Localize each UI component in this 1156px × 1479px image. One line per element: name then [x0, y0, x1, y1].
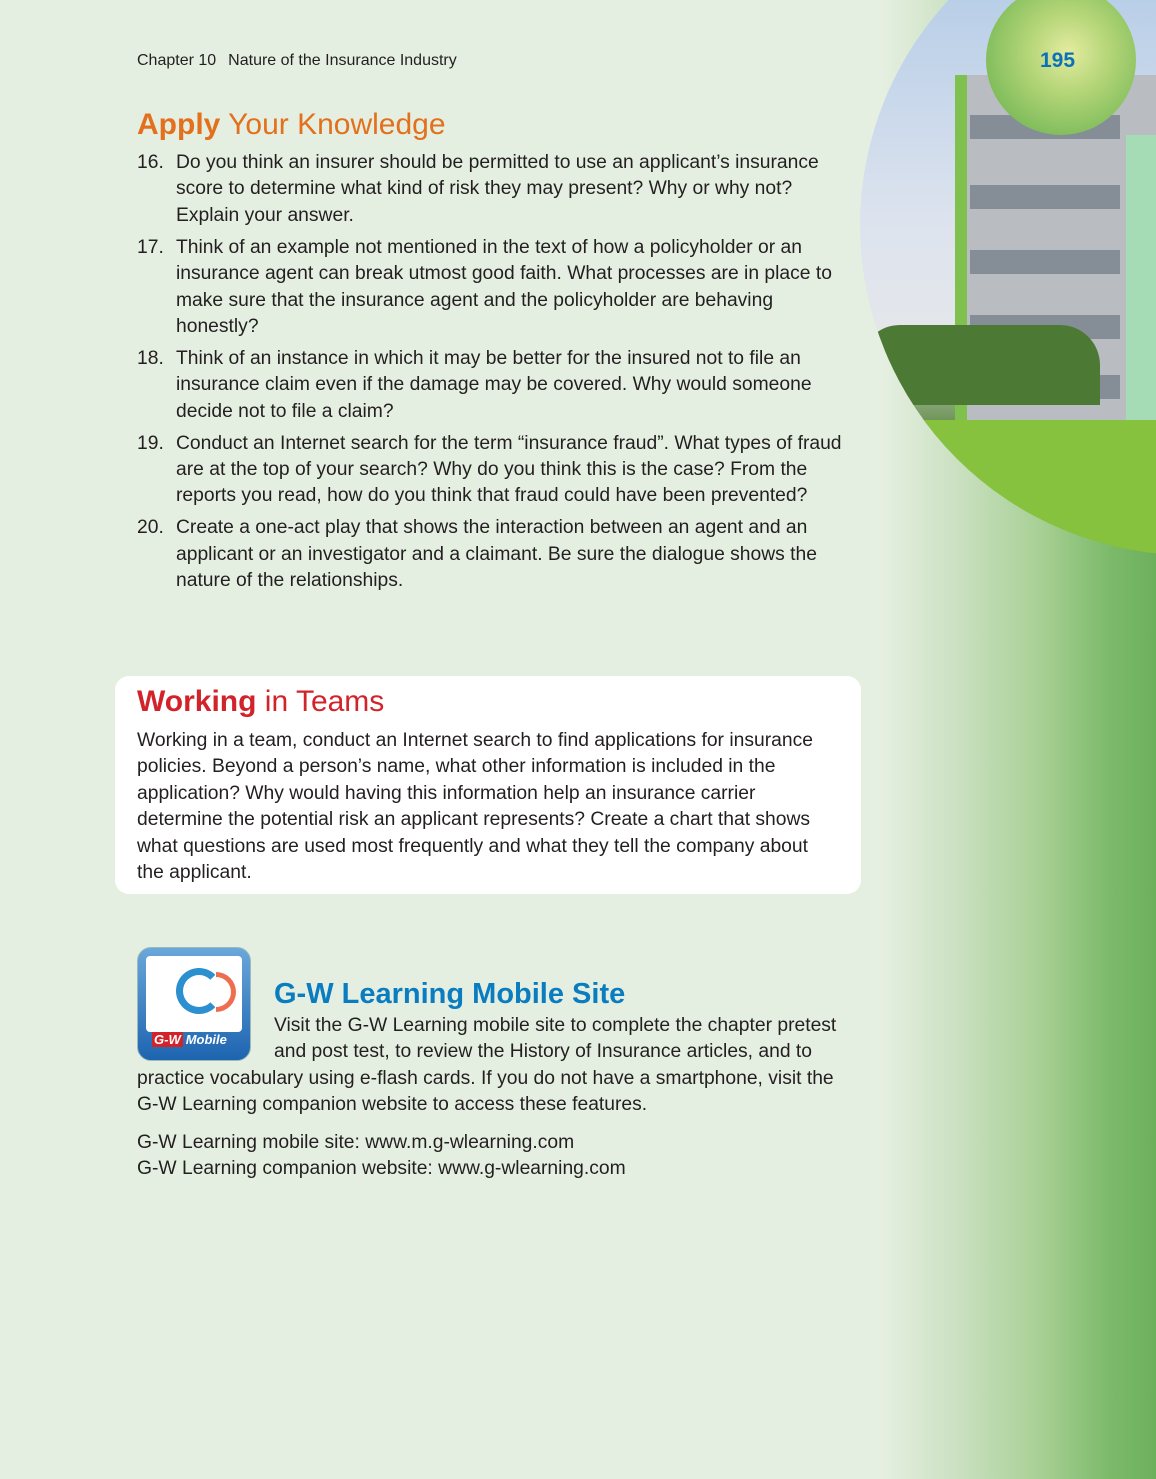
- mobile-heading: G-W Learning Mobile Site: [274, 978, 626, 1010]
- working-in-teams-box: [115, 676, 861, 894]
- list-item: 16. Do you think an insurer should be permitted to use an applicant’s insurance score to determine what kind of risk they may present? Why or why not? Explain your answer.: [137, 152, 819, 226]
- chapter-label: Chapter 10: [137, 52, 217, 69]
- list-item: 19. Conduct an Internet search for the term “insurance fraud”. What types of fraud are at the top of your search? Why do you think this is the case? From the reports you read, how do you think that fraud could have been prevented?: [137, 432, 842, 507]
- mobile-site-url: G-W Learning mobile site: www.m.g-wlearning.com: [137, 1131, 575, 1153]
- chapter-title: Nature of the Insurance Industry: [228, 52, 457, 69]
- list-item: 17. Think of an example not mentioned in the text of how a policyholder or an insurance agent can break utmost good faith. What processes are in place to make sure that the insurance agent and the policyholder are behaving honestly?: [137, 236, 832, 337]
- gw-mobile-app-icon: G-W Mobile: [137, 947, 251, 1061]
- teams-body: Working in a team, conduct an Internet search to find applications for insurance policies. Beyond a person’s name, what other information is included in the application? Why would having this information help an insurance carrier determine the potential risk an applicant represents? Create a chart that shows what questions are used most frequently and what they tell the company about the applicant.: [137, 730, 813, 884]
- apply-heading: Apply Your Knowledge: [137, 108, 446, 141]
- mobile-body: Visit the G-W Learning mobile site to complete the chapter pretest and post test, to review the History of Insurance articles, and to practice vocabulary using e-flash cards. If you do not have a smartphone, visit the G-W Learning companion website to access these features.: [137, 1015, 837, 1116]
- list-item: 18. Think of an instance in which it may be better for the insured not to file an insurance claim even if the damage may be covered. Why would someone decide not to file a claim?: [137, 347, 812, 422]
- running-header: [137, 52, 457, 70]
- question-list: [137, 150, 847, 600]
- mobile-site-section: [137, 947, 847, 1182]
- list-item: 20. Create a one-act play that shows the interaction between an agent and an applicant or an investigator and a claimant. Be sure the dialogue shows the nature of the relationships.: [137, 517, 817, 592]
- companion-site-url: G-W Learning companion website: www.g-wlearning.com: [137, 1158, 626, 1180]
- teams-heading: Working in Teams: [137, 685, 385, 718]
- page-number: 195: [1040, 49, 1076, 72]
